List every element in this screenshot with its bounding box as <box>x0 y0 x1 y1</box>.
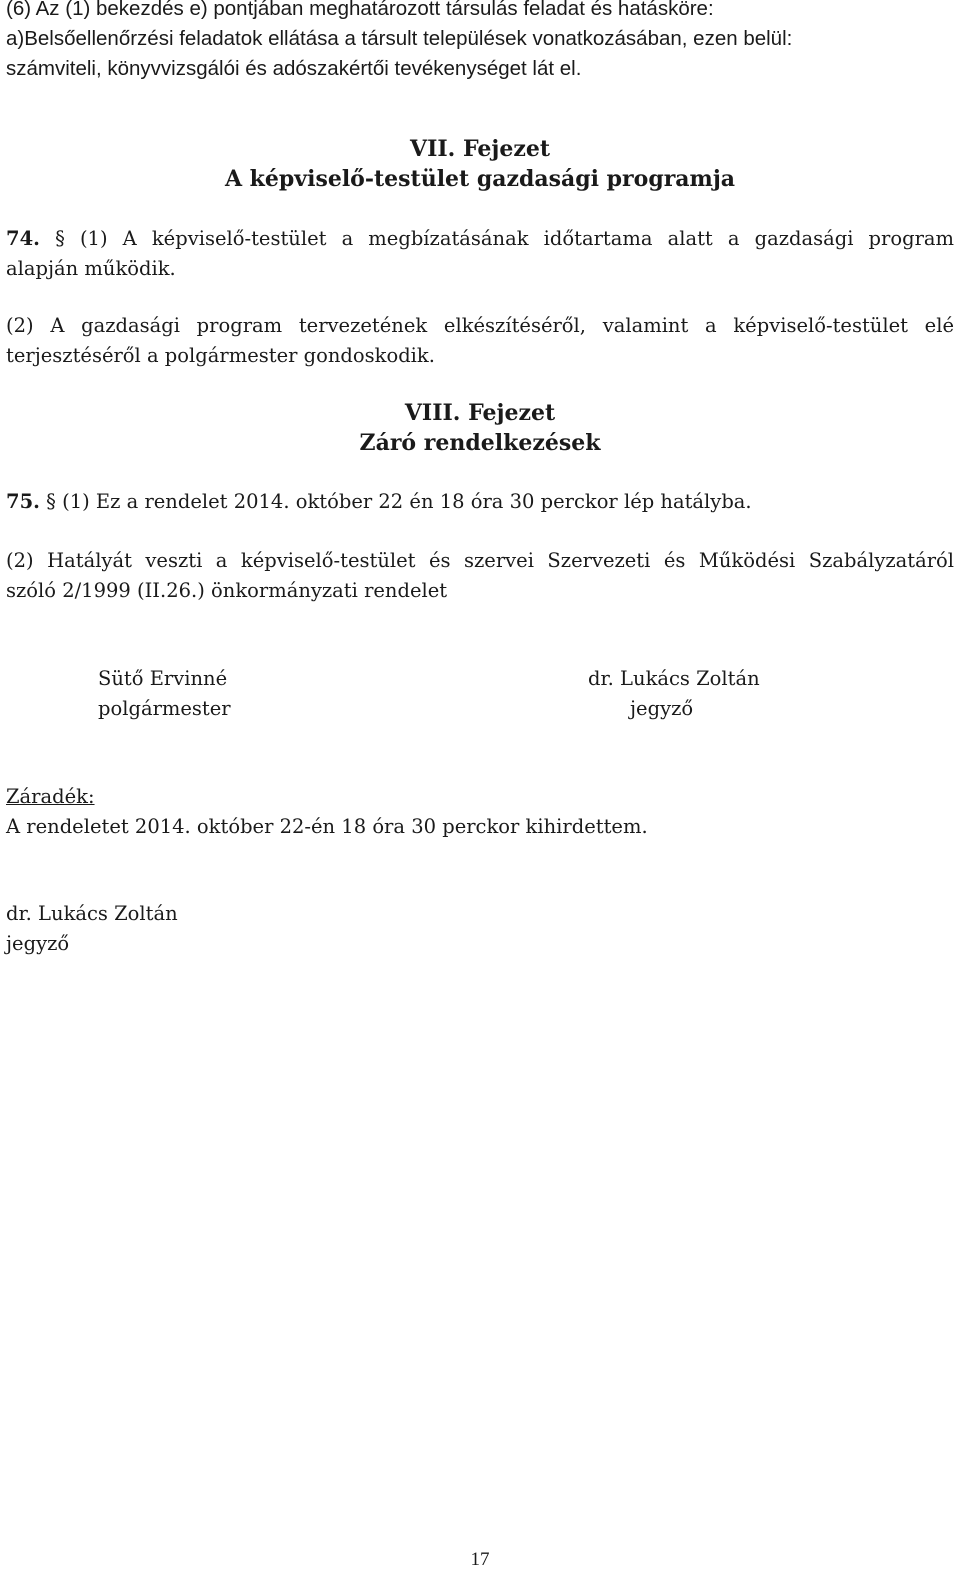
section-74-p2-line-1: (2) A gazdasági program tervezetének elkészítéséről, valamint a képviselő-testület elé <box>6 314 954 337</box>
clause-signer-title: jegyző <box>6 932 70 955</box>
chapter-7-number: VII. Fejezet <box>410 136 550 162</box>
section-75-p1 <box>6 487 752 517</box>
section-74-p2-line-2: terjesztéséről a polgármester gondoskodik. <box>6 344 435 367</box>
section-75-number: 75. <box>6 490 40 513</box>
intro-line-2: a)Belsőellenőrzési feladatok ellátása a társult települések vonatkozásában, ezen belül: <box>6 27 793 50</box>
section-sign: § <box>55 227 65 250</box>
clause-heading: Záradék: <box>6 785 95 808</box>
section-75-p2-line-2: szóló 2/1999 (II.26.) önkormányzati rendelet <box>6 579 448 602</box>
signature-left-title: polgármester <box>98 697 231 720</box>
chapter-8-title: Záró rendelkezések <box>359 430 601 456</box>
signature-left-name: Sütő Ervinné <box>98 667 228 690</box>
clause-text: A rendeletet 2014. október 22-én 18 óra 30 perckor kihirdettem. <box>6 815 648 838</box>
section-75-p2-line-1: (2) Hatályát veszti a képviselő-testület és szervei Szervezeti és Működési Szabályzatáról <box>6 549 954 572</box>
signature-right-name: dr. Lukács Zoltán <box>588 667 760 690</box>
section-sign: § <box>46 490 56 513</box>
section-74-p1-text: (1) A képviselő-testület a megbízatásának időtartama alatt a gazdasági program <box>79 227 955 250</box>
signature-right-title: jegyző <box>630 697 694 720</box>
section-74-number: 74. <box>6 227 40 250</box>
section-74-p1-line-1 <box>6 224 954 254</box>
section-74-p1-line-2: alapján működik. <box>6 257 176 280</box>
section-75-p1-text: (1) Ez a rendelet 2014. október 22 én 18 óra 30 perckor lép hatályba. <box>62 490 752 513</box>
chapter-7-title: A képviselő-testület gazdasági programja <box>224 166 736 192</box>
intro-line-3: számviteli, könyvvizsgálói és adószakértői tevékenységet lát el. <box>6 57 582 80</box>
intro-line-1: (6) Az (1) bekezdés e) pontjában meghatározott társulás feladat és hatásköre: <box>6 0 714 20</box>
clause-signer-name: dr. Lukács Zoltán <box>6 902 178 925</box>
page-number: 17 <box>470 1549 490 1570</box>
chapter-8-number: VIII. Fejezet <box>404 400 556 426</box>
